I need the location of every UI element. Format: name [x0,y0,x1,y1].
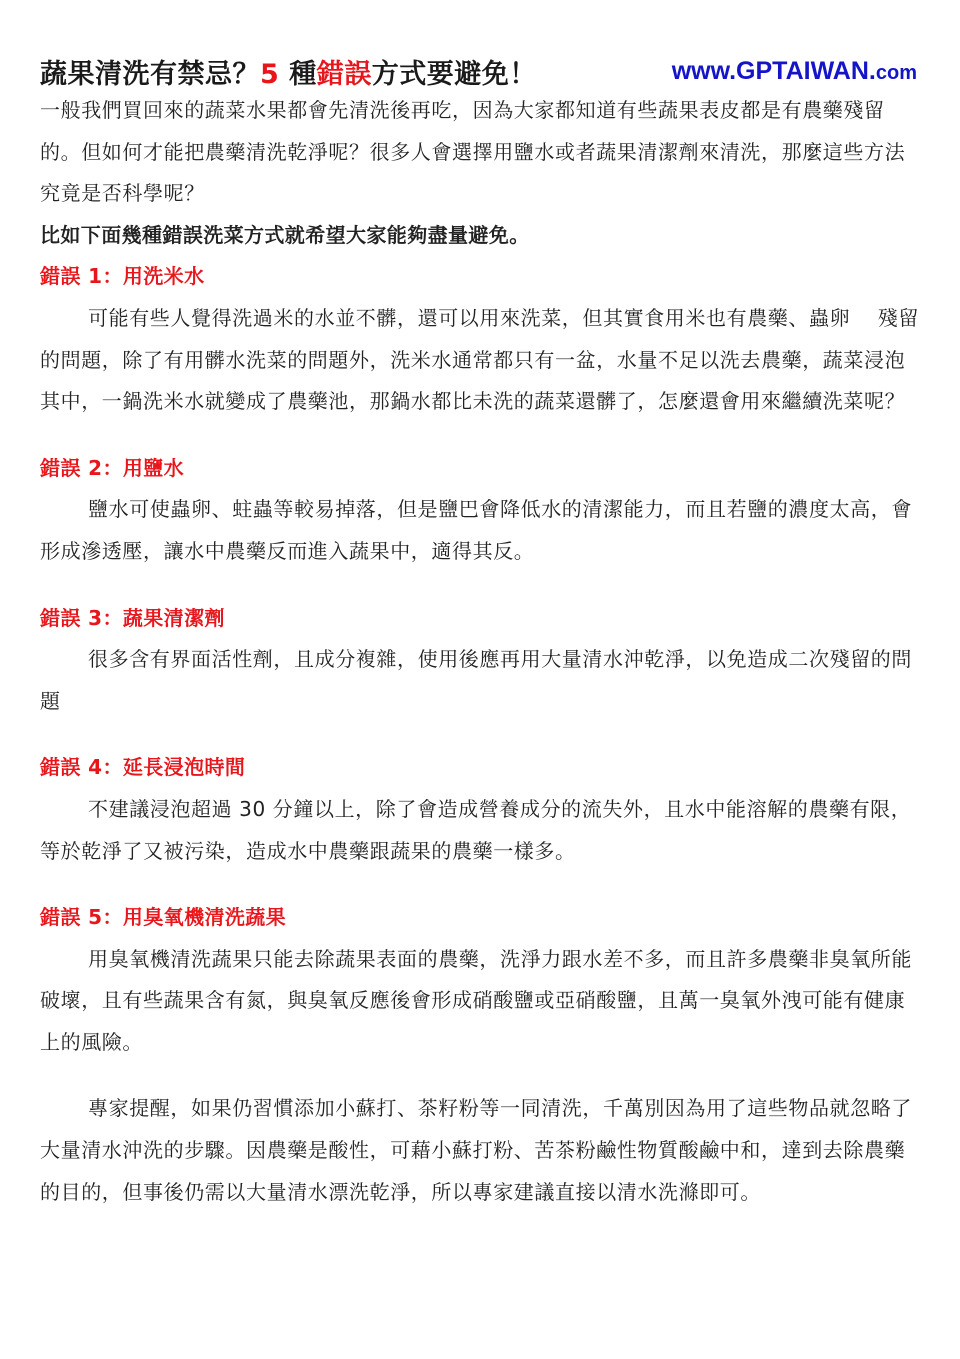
mistake-3-heading: 錯誤 3：蔬果清潔劑 [40,605,225,630]
spacer [40,872,925,897]
title-text-2: 種 [279,58,317,90]
header [40,52,925,90]
spacer [40,573,925,598]
site-domain: www.GPTAIWAN. [671,56,876,85]
mistake-4-body: 不建議浸泡超過 30 分鐘以上，除了會造成營養成分的流失外，且水中能溶解的農藥有限，等於乾淨了又被污染，造成水中農藥跟蔬果的農藥一樣多。 [40,796,912,863]
mistake-5-body: 用臭氧機清洗蔬果只能去除蔬果表面的農藥，洗淨力跟水差不多，而且許多農藥非臭氧所能破壞，且有些蔬果含有氮，與臭氧反應後會形成硝酸鹽或亞硝酸鹽，且萬一臭氧外洩可能有健康上的風險。 [40,946,912,1054]
mistake-5-heading: 錯誤 5：用臭氧機清洗蔬果 [40,905,287,930]
mistake-3-body: 很多含有界面活性劑，且成分複雜，使用後應再用大量清水沖乾淨，以免造成二次殘留的問題 [40,647,912,713]
page-title [40,52,537,91]
title-text: 蔬果清洗有禁忌？ [40,58,260,90]
spacer [40,423,925,448]
intro-paragraph: 一般我們買回來的蔬菜水果都會先清洗後再吃，因為大家都知道有些蔬果表皮都是有農藥殘留的。但如何才能把農藥清洗乾淨呢？很多人會選擇用鹽水或者蔬果清潔劑來清洗，那麼這些方法究竟是否科學呢？ [40,98,906,206]
title-number: 5 [260,58,280,90]
mistake-4-heading: 錯誤 4：延長浸泡時間 [40,755,246,780]
title-highlight: 錯誤 [316,58,372,90]
mistake-1-body: 可能有些人覺得洗過米的水並不髒，還可以用來洗菜，但其實食用米也有農藥、蟲卵 殘留的問題，除了有用髒水洗菜的問題外，洗米水通常都只有一盆，水量不足以洗去農藥，蔬菜浸泡其中，一鍋洗米水就變成了農藥池，那鍋水都比未洗的蔬菜還髒了，怎麼還會用來繼續洗菜呢？ [40,305,919,414]
mistake-1-heading: 錯誤 1：用洗米水 [40,264,205,289]
expert-advice: 專家提醒，如果仍習慣添加小蘇打、茶籽粉等一同清洗，千萬別因為用了這些物品就忽略了大量清水沖洗的步驟。因農藥是酸性，可藉小蘇打粉、苦茶粉鹼性物質酸鹼中和，達到去除農藥的目的，但事後仍需以大量清水漂洗乾淨，所以專家建議直接以清水洗滌即可。 [40,1096,912,1204]
site-tld: com [875,61,917,84]
article [40,52,925,1213]
spacer [40,1063,925,1088]
spacer [40,722,925,747]
title-text-3: 方式要避免！ [371,58,537,90]
mistake-2-heading: 錯誤 2：用鹽水 [40,455,185,480]
intro-bold-line: 比如下面幾種錯誤洗菜方式就希望大家能夠盡量避免。 [40,222,530,247]
mistake-2-body: 鹽水可使蟲卵、蛀蟲等較易掉落，但是鹽巴會降低水的清潔能力，而且若鹽的濃度太高，會形成滲透壓，讓水中農藥反而進入蔬果中，適得其反。 [40,497,912,563]
site-link[interactable] [672,57,917,86]
